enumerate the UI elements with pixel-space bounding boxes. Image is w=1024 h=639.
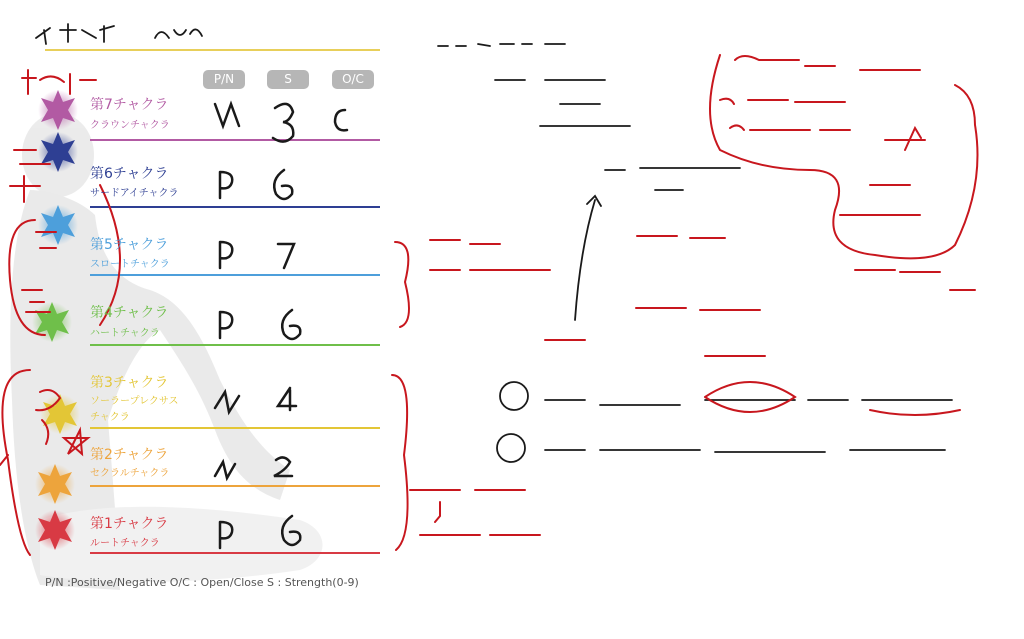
chakra-3-name: 第3チャクラ	[90, 375, 169, 391]
oc-column-header: O/C	[332, 70, 374, 89]
chakra-6-subtitle: サードアイチャクラ	[90, 188, 179, 199]
chakra-5-name: 第5チャクラ	[90, 237, 169, 253]
chakra-2-name: 第2チャクラ	[90, 447, 169, 463]
chakra-1-name: 第1チャクラ	[90, 516, 169, 532]
s-column-header: S	[267, 70, 309, 89]
chakra-4-name: 第4チャクラ	[90, 305, 169, 321]
chakra-4-subtitle: ハートチャクラ	[90, 328, 160, 339]
chakra-5-subtitle: スロートチャクラ	[90, 259, 170, 270]
chakra-6-name: 第6チャクラ	[90, 166, 169, 182]
chakra-7-subtitle: クラウンチャクラ	[90, 120, 170, 131]
chakra-1-subtitle: ルートチャクラ	[90, 538, 160, 549]
legend-text: P/N :Positive/Negative O/C : Open/Close S : Strength(0-9)	[45, 576, 359, 589]
pn-column-header: P/N	[203, 70, 245, 89]
chakra-2-subtitle: セクラルチャクラ	[90, 468, 170, 479]
chakra-3-subtitle-line2: チャクラ	[90, 412, 130, 423]
chakra-3-subtitle: ソーラープレクサス	[90, 396, 179, 407]
chakra-7-name: 第7チャクラ	[90, 97, 169, 113]
